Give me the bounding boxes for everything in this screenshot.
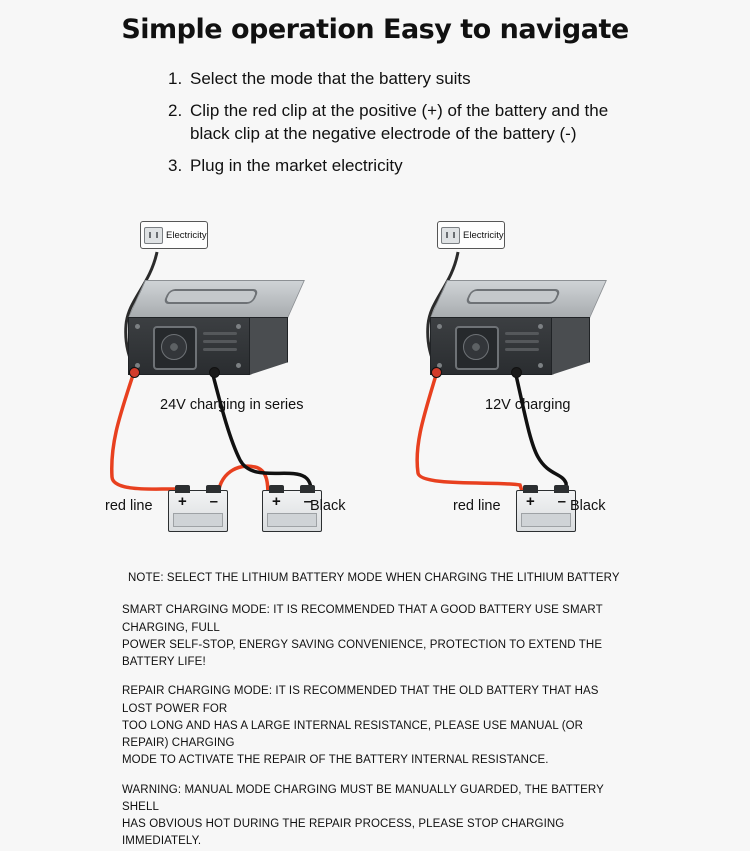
- note-smart-mode-line-2: POWER SELF-STOP, ENERGY SAVING CONVENIENCE, PROTECTION TO EXTEND THE BATTERY LIFE!: [122, 638, 603, 668]
- note-lithium: NOTE: SELECT THE LITHIUM BATTERY MODE WHEN CHARGING THE LITHIUM BATTERY: [128, 572, 620, 584]
- red-wire-left: [112, 375, 168, 489]
- red-output-terminal: [431, 367, 442, 378]
- battery-minus-sign: –: [557, 493, 566, 510]
- red-line-label-right: red line: [453, 498, 501, 514]
- vent-slot: [203, 348, 237, 351]
- note-smart-mode: [0, 602, 750, 671]
- page-title: Simple operation Easy to navigate: [121, 14, 629, 45]
- electricity-socket-right: [437, 221, 505, 249]
- charger-front-panel: [128, 317, 250, 375]
- screw: [538, 324, 543, 329]
- wiring-diagram: [0, 205, 750, 545]
- battery-plus-sign: +: [526, 493, 535, 510]
- red-wire-right: [417, 375, 524, 497]
- steps-list: [168, 68, 638, 187]
- charger-side-panel: [551, 317, 590, 375]
- note-repair-mode-line-1: REPAIR CHARGING MODE: IT IS RECOMMENDED THAT THE OLD BATTERY THAT HAS LOST POWER FOR: [122, 685, 599, 715]
- red-line-label-left: red line: [105, 498, 153, 514]
- black-output-terminal: [511, 367, 522, 378]
- step-number: 3.: [168, 155, 183, 175]
- electricity-label: Electricity: [463, 229, 504, 241]
- black-wire-left: [213, 375, 311, 497]
- black-output-terminal: [209, 367, 220, 378]
- list-item: [168, 100, 638, 146]
- black-label-left: Black: [310, 498, 346, 514]
- list-item: [168, 155, 638, 178]
- step-text: Clip the red clip at the positive (+) of the battery and the black clip at the negative electrode of the battery (-): [190, 100, 609, 143]
- charger-front-panel: [430, 317, 552, 375]
- charger-unit-right: [430, 280, 590, 380]
- notes-section: [0, 570, 750, 851]
- black-wire-right: [516, 375, 567, 497]
- electricity-socket-left: [140, 221, 208, 249]
- battery-body-band: [173, 513, 223, 527]
- battery-body-band: [267, 513, 317, 527]
- battery-positive-terminal: [269, 485, 284, 493]
- battery-plus-sign: +: [178, 493, 187, 510]
- note-repair-mode-line-2: TOO LONG AND HAS A LARGE INTERNAL RESISTANCE, PLEASE USE MANUAL (OR REPAIR) CHARGING: [122, 719, 584, 749]
- caption-right: 12V charging: [485, 397, 571, 413]
- note-repair-mode-line-3: MODE TO ACTIVATE THE REPAIR OF THE BATTERY INTERNAL RESISTANCE.: [122, 754, 549, 767]
- charger-handle: [465, 289, 562, 304]
- battery-minus-sign: –: [303, 493, 312, 510]
- vent-slot: [203, 332, 237, 335]
- electricity-label: Electricity: [166, 229, 207, 241]
- vent-slot: [203, 340, 237, 343]
- battery-body-band: [521, 513, 571, 527]
- note-repair-mode: [0, 683, 750, 769]
- note-smart-mode-line-1: SMART CHARGING MODE: IT IS RECOMMENDED THAT A GOOD BATTERY USE SMART CHARGING, FULL: [122, 604, 603, 634]
- battery-minus-sign: –: [209, 493, 218, 510]
- battery-negative-terminal: [206, 485, 221, 493]
- screw: [236, 363, 241, 368]
- caption-left: 24V charging in series: [160, 397, 304, 413]
- power-plug-icon: [144, 227, 163, 244]
- screw: [236, 324, 241, 329]
- charger-side-panel: [249, 317, 288, 375]
- vent-slot: [505, 340, 539, 343]
- battery-plus-sign: +: [272, 493, 281, 510]
- battery-positive-terminal: [175, 485, 190, 493]
- screw: [538, 363, 543, 368]
- screw: [135, 324, 140, 329]
- charger-unit-left: [128, 280, 288, 380]
- battery-left-1: [168, 490, 228, 532]
- power-plug-icon: [441, 227, 460, 244]
- red-output-terminal: [129, 367, 140, 378]
- battery-negative-terminal: [300, 485, 315, 493]
- step-text: Select the mode that the battery suits: [190, 69, 471, 88]
- charger-handle: [163, 289, 260, 304]
- step-number: 2.: [168, 100, 183, 120]
- vent-slot: [505, 348, 539, 351]
- step-number: 1.: [168, 69, 183, 88]
- fan-icon: [455, 326, 499, 370]
- warning-line-2: HAS OBVIOUS HOT DURING THE REPAIR PROCESS, PLEASE STOP CHARGING IMMEDIATELY.: [122, 818, 565, 848]
- battery-negative-terminal: [554, 485, 569, 493]
- warning-line-1: WARNING: MANUAL MODE CHARGING MUST BE MANUALLY GUARDED, THE BATTERY SHELL: [122, 783, 604, 813]
- list-item: [168, 68, 638, 91]
- battery-positive-terminal: [523, 485, 538, 493]
- screw: [437, 324, 442, 329]
- warning-text: [0, 782, 750, 851]
- step-text: Plug in the market electricity: [190, 155, 403, 175]
- black-label-right: Black: [570, 498, 606, 514]
- fan-icon: [153, 326, 197, 370]
- battery-right: [516, 490, 576, 532]
- vent-slot: [505, 332, 539, 335]
